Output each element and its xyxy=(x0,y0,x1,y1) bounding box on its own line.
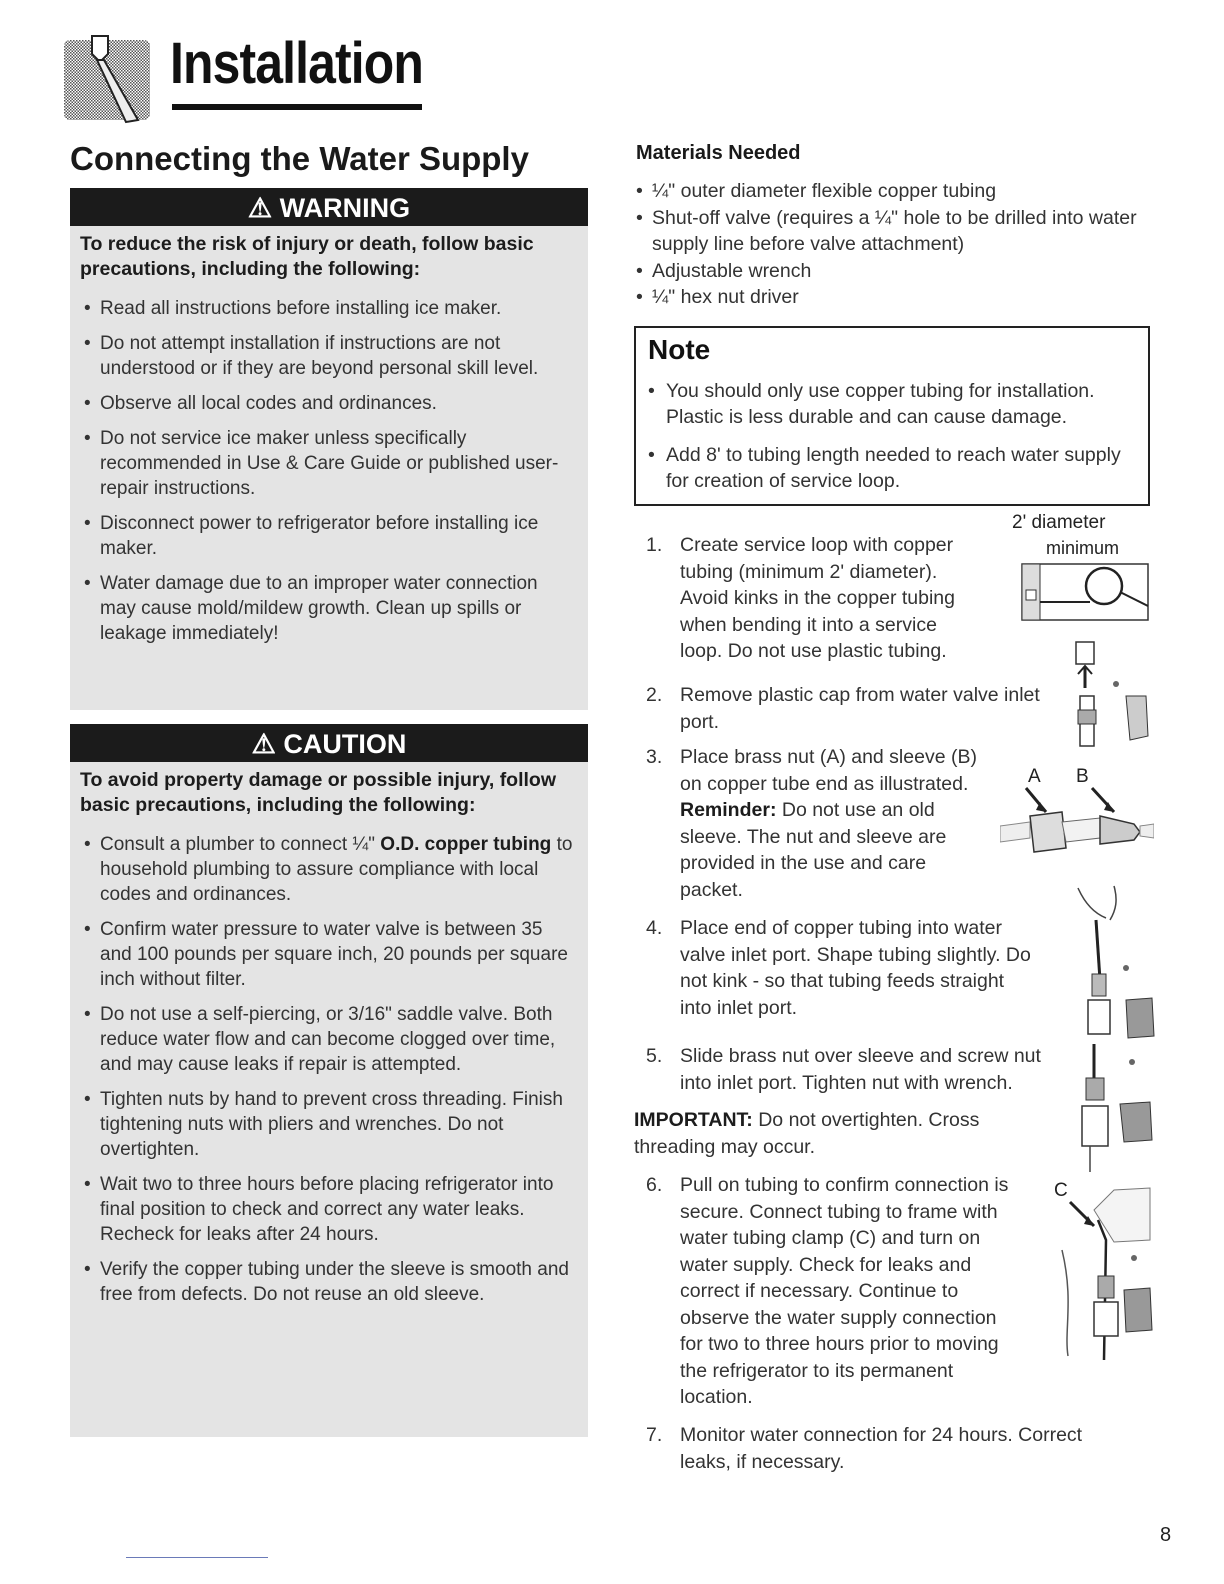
step-line: Create service loop with copper xyxy=(680,534,954,556)
materials-list xyxy=(636,178,1156,311)
step-text xyxy=(680,915,1070,1021)
step-line: port. xyxy=(680,710,720,733)
step-number: 2. xyxy=(646,684,663,706)
service-loop-illustration xyxy=(1020,562,1150,624)
caution-item-emphasis: O.D. copper tubing xyxy=(380,834,552,855)
page-heading: Installation xyxy=(170,31,423,96)
caution-item: • Wait two to three hours before placing refrigerator into final position to check and correct any water leaks. Recheck for leaks after 24 hours. xyxy=(80,1172,578,1247)
step-line: when bending it into a service xyxy=(680,613,937,636)
step-5 xyxy=(646,1043,1066,1099)
step-line: leaks, if necessary. xyxy=(680,1450,845,1473)
important-line: threading may occur. xyxy=(634,1135,816,1158)
step-line: location. xyxy=(680,1386,753,1408)
caution-intro: To avoid property damage or possible injury, follow basic precautions, including the following: xyxy=(80,769,557,816)
materials-item: • Shut-off valve (requires a ¼" hole to be drilled into water supply line before valve attachment) xyxy=(636,205,1156,258)
valve-cap-illustration xyxy=(1056,636,1156,754)
step-text xyxy=(680,1172,1046,1411)
step-line: Remove plastic cap from water valve inlet xyxy=(680,684,1040,706)
step-number: 3. xyxy=(646,746,663,768)
warning-item: • Read all instructions before installing ice maker. xyxy=(80,296,578,321)
heading-rule xyxy=(172,104,422,110)
step-number: 4. xyxy=(646,917,663,939)
step-number: 5. xyxy=(646,1045,663,1067)
important-note xyxy=(634,1107,1054,1163)
warning-item: • Water damage due to an improper water connection may cause mold/mildew growth. Clean up spills or leakage immediately! xyxy=(80,571,578,646)
materials-item: • Adjustable wrench xyxy=(636,258,1156,285)
step-line: not kink - so that tubing feeds straight xyxy=(680,970,1005,992)
step-line: Pull on tubing to confirm connection is xyxy=(680,1174,1009,1196)
clamp-illustration xyxy=(1054,1180,1154,1364)
step-line: provided in the use and care xyxy=(680,852,927,874)
caution-item: • Verify the copper tubing under the sleeve is smooth and free from defects. Do not reuse an old sleeve. xyxy=(80,1257,578,1307)
warning-box xyxy=(70,188,588,710)
section-title: Connecting the Water Supply xyxy=(70,140,529,177)
step-4 xyxy=(646,915,1066,1025)
step-line: the refrigerator to its permanent xyxy=(680,1359,954,1382)
note-list xyxy=(648,378,1138,506)
caution-item: • Tighten nuts by hand to prevent cross threading. Finish tightening nuts with pliers and wrenches. Do not overtighten. xyxy=(80,1087,578,1162)
clamp-label: C xyxy=(1054,1180,1068,1201)
important-line xyxy=(634,1107,1054,1134)
step-line: Monitor water connection for 24 hours. Correct xyxy=(680,1424,1083,1446)
step-line: correct if necessary. Continue to xyxy=(680,1280,959,1302)
caution-list xyxy=(70,832,588,1307)
step-text xyxy=(680,744,1010,903)
warning-label: WARNING xyxy=(279,193,411,223)
step-line: water supply. Check for leaks and xyxy=(680,1253,972,1276)
caution-header xyxy=(70,724,588,762)
step-line: into inlet port. Tighten nut with wrench. xyxy=(680,1071,1013,1094)
step-line: sleeve. The nut and sleeve are xyxy=(680,825,947,848)
step-line: tubing (minimum 2' diameter). xyxy=(680,560,938,583)
warning-item: • Do not service ice maker unless specifically recommended in Use & Care Guide or published user-repair instructions. xyxy=(80,426,578,501)
note-item: • You should only use copper tubing for installation. Plastic is less durable and can cause damage. xyxy=(648,378,1138,430)
step-line: observe the water supply connection xyxy=(680,1306,997,1329)
warning-item: • Do not attempt installation if instructions are not understood or if they are beyond personal skill level. xyxy=(80,331,578,381)
step-number: 6. xyxy=(646,1174,663,1196)
warning-list xyxy=(70,296,588,646)
step-text xyxy=(680,532,1010,665)
caution-item: • Confirm water pressure to water valve is between 35 and 100 pounds per square inch, 20 pounds per square inch without filter. xyxy=(80,917,578,992)
step-line xyxy=(680,797,1010,824)
loop-minimum-label: minimum xyxy=(1046,538,1120,558)
warning-triangle-icon: ⚠ xyxy=(247,193,280,223)
materials-item: • ¼" outer diameter flexible copper tubing xyxy=(636,178,1156,205)
tighten-nut-illustration xyxy=(1070,1044,1154,1174)
materials-title: Materials Needed xyxy=(636,142,801,164)
warning-header xyxy=(70,188,588,226)
step-line: into inlet port. xyxy=(680,996,798,1019)
caution-box xyxy=(70,724,588,1437)
caution-label: CAUTION xyxy=(283,729,407,759)
step-number: 7. xyxy=(646,1424,663,1446)
important-label: IMPORTANT: xyxy=(634,1109,753,1131)
step-line: Place end of copper tubing into water xyxy=(680,917,1002,939)
page-number: 8 xyxy=(1160,1524,1172,1546)
step-7 xyxy=(646,1422,1146,1478)
warning-item: • Disconnect power to refrigerator before installing ice maker. xyxy=(80,511,578,561)
caution-triangle-icon: ⚠ xyxy=(251,729,284,759)
note-box xyxy=(634,326,1150,506)
caution-item-text: Consult a plumber to connect ¼" xyxy=(100,834,381,855)
step-line: packet. xyxy=(680,878,743,901)
caution-item xyxy=(80,832,578,907)
step-line: on copper tube end as illustrated. xyxy=(680,772,969,795)
materials-item: • ¼" hex nut driver xyxy=(636,284,1156,311)
nut-label: A xyxy=(1028,766,1041,787)
footer-rule xyxy=(126,1557,268,1558)
step-3 xyxy=(646,744,1006,904)
loop-diameter-label: 2' diameter xyxy=(1012,512,1106,533)
step-line: Slide brass nut over sleeve and screw nut xyxy=(680,1045,1041,1067)
tube-insert-illustration xyxy=(1056,880,1156,1040)
important-text: Do not overtighten. Cross xyxy=(758,1109,980,1131)
step-number: 1. xyxy=(646,534,663,556)
step-text xyxy=(680,682,1070,735)
nut-sleeve-illustration xyxy=(1000,786,1154,866)
note-title: Note xyxy=(648,334,711,365)
reminder-label: Reminder: xyxy=(680,799,777,821)
step-line: Avoid kinks in the copper tubing xyxy=(680,587,955,609)
step-line: Place brass nut (A) and sleeve (B) xyxy=(680,746,977,768)
step-1 xyxy=(646,532,1006,672)
step-line: valve inlet port. Shape tubing slightly. Do xyxy=(680,943,1031,966)
wrench-icon xyxy=(64,34,154,124)
step-text xyxy=(680,1422,1150,1475)
warning-intro: To reduce the risk of injury or death, follow basic precautions, including the following: xyxy=(80,233,534,280)
step-line: loop. Do not use plastic tubing. xyxy=(680,640,947,662)
step-text xyxy=(680,1043,1070,1096)
step-line: water tubing clamp (C) and turn on xyxy=(680,1227,981,1249)
reminder-text: Do not use an old xyxy=(781,799,935,821)
sleeve-label: B xyxy=(1076,766,1089,787)
note-item: • Add 8' to tubing length needed to reach water supply for creation of service loop. xyxy=(648,442,1138,494)
step-line: for two to three hours prior to moving xyxy=(680,1333,999,1355)
step-line: secure. Connect tubing to frame with xyxy=(680,1200,998,1223)
warning-item: • Observe all local codes and ordinances. xyxy=(80,391,578,416)
caution-item-text: to household plumbing to assure compliance with local codes and ordinances. xyxy=(100,834,573,905)
step-6 xyxy=(646,1172,1046,1412)
caution-item: • Do not use a self-piercing, or 3/16" saddle valve. Both reduce water flow and can become clogged over time, and may cause leaks if repair is attempted. xyxy=(80,1002,578,1077)
step-2 xyxy=(646,682,1066,738)
